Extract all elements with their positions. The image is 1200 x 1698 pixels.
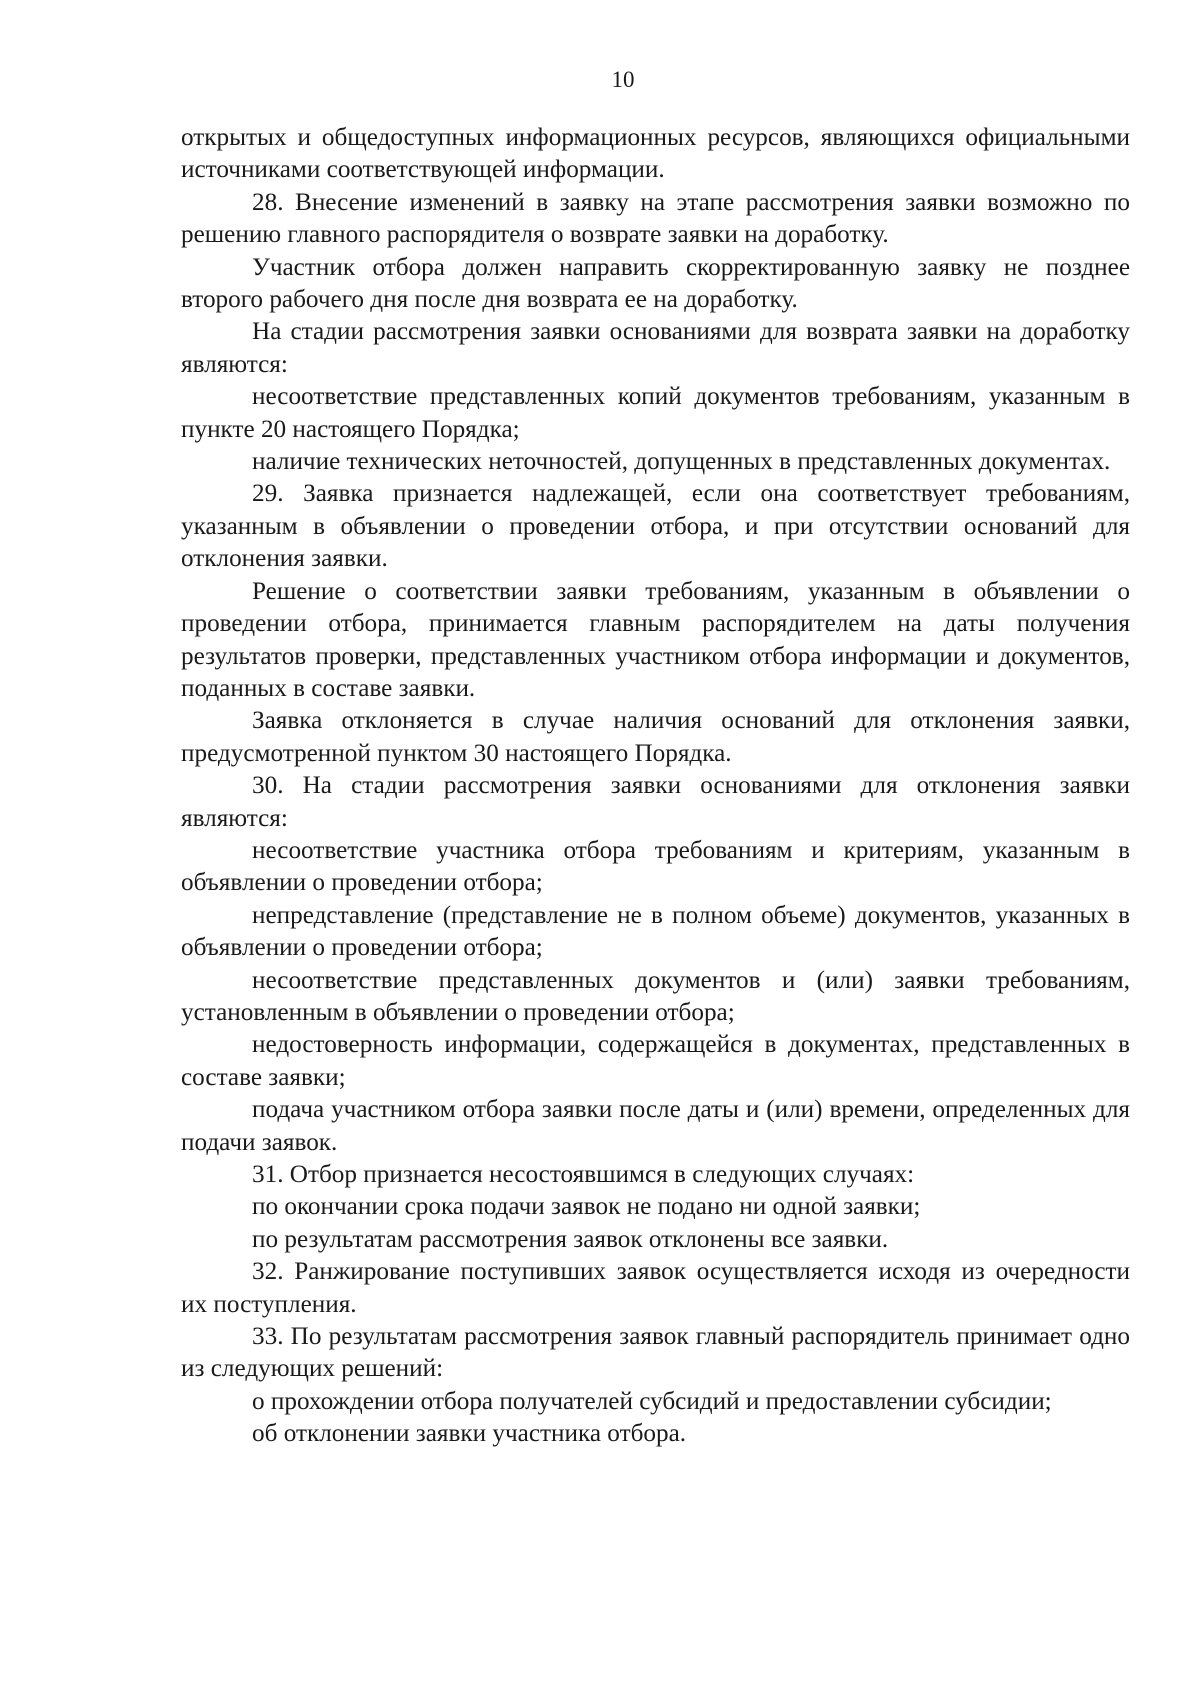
paragraph: 33. По результатам рассмотрения заявок главный распорядитель принимает одно из следующих решений: <box>181 1323 1130 1383</box>
paragraph: наличие технических неточностей, допущенных в представленных документах. <box>252 448 1111 476</box>
paragraph: непредставление (представление не в полном объеме) документов, указанных в объявлении о проведении отбора; <box>181 901 1130 962</box>
paragraph: 29. Заявка признается надлежащей, если она соответствует требованиям, указанным в объявлении о проведении отбора, и при отсутствии оснований для отклонения заявки. <box>181 480 1130 573</box>
paragraph: несоответствие участника отбора требованиям и критериям, указанным в объявлении о проведении отбора; <box>181 836 1130 897</box>
paragraph: недостоверность информации, содержащейся в документах, представленных в составе заявки; <box>181 1031 1130 1091</box>
paragraph: об отклонении заявки участника отбора. <box>252 1420 687 1448</box>
paragraph: На стадии рассмотрения заявки основаниями для возврата заявки на доработку являются: <box>181 318 1130 378</box>
paragraph: Решение о соответствии заявки требованиям, указанным в объявлении о проведении отбора, принимается главным распорядителем на даты получения результатов проверки, представленных участником отбора информации и документов, поданных в составе заявки. <box>181 577 1130 702</box>
paragraph: несоответствие представленных копий документов требованиям, указанным в пункте 20 настоящего Порядка; <box>181 383 1130 443</box>
paragraph: о прохождении отбора получателей субсидий и предоставлении субсидии; <box>252 1387 1052 1415</box>
paragraph: по окончании срока подачи заявок не подано ни одной заявки; <box>252 1193 921 1221</box>
paragraph: несоответствие представленных документов и (или) заявки требованиям, установленным в объявлении о проведении отбора; <box>181 966 1130 1026</box>
paragraph: Заявка отклоняется в случае наличия оснований для отклонения заявки, предусмотренной пунктом 30 настоящего Порядка. <box>181 707 1130 767</box>
paragraph: 30. На стадии рассмотрения заявки основаниями для отклонения заявки являются: <box>181 772 1130 832</box>
paragraph: 28. Внесение изменений в заявку на этапе рассмотрения заявки возможно по решению главного распорядителя о возврате заявки на доработку. <box>181 188 1130 249</box>
page-number: 10 <box>611 67 635 92</box>
paragraph: открытых и общедоступных информационных ресурсов, являющихся официальными источниками соответствующей информации. <box>181 124 1130 184</box>
paragraph: Участник отбора должен направить скорректированную заявку не позднее второго рабочего дня после дня возврата ее на доработку. <box>181 253 1130 314</box>
paragraph: 32. Ранжирование поступивших заявок осуществляется исходя из очередности их поступления. <box>181 1258 1130 1318</box>
paragraph: по результатам рассмотрения заявок отклонены все заявки. <box>252 1225 889 1253</box>
document-body <box>181 122 1130 1451</box>
paragraph: подача участником отбора заявки после даты и (или) времени, определенных для подачи заявок. <box>181 1096 1130 1156</box>
paragraph: 31. Отбор признается несостоявшимся в следующих случаях: <box>252 1161 915 1188</box>
